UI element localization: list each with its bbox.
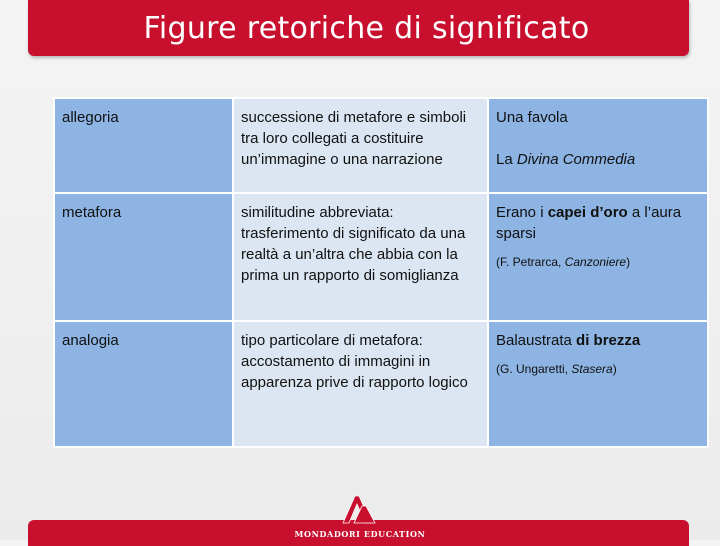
definition-text: tipo particolare di metafora: accostamento di immagini in apparenza prive di rapporto logico <box>241 332 468 391</box>
slide-title: Figure retoriche di significato <box>143 11 590 46</box>
definition-text: successione di metafore e simboli tra loro collegati a costituire un’immagine o una narrazione <box>241 109 467 168</box>
example-cell <box>488 98 708 193</box>
definition-cell <box>233 193 488 321</box>
example-cell <box>488 193 708 321</box>
term-label: metafora <box>62 204 122 221</box>
publisher-logo-icon <box>341 494 377 524</box>
term-cell <box>54 98 233 193</box>
table-row <box>54 193 708 321</box>
table-row <box>54 321 708 447</box>
title-bar <box>28 0 689 56</box>
table-row <box>54 98 708 193</box>
example-text: Balaustrata di brezza <box>496 332 641 349</box>
example-cell <box>488 321 708 447</box>
example-text: Erano i capei d’oro a l’aura sparsi <box>496 204 682 242</box>
citation: (F. Petrarca, Canzoniere) <box>496 255 631 269</box>
term-label: analogia <box>62 332 119 349</box>
publisher-logo-text: MONDADORI EDUCATION <box>294 529 426 539</box>
term-cell <box>54 193 233 321</box>
work-title: Divina Commedia <box>516 151 636 168</box>
definition-text: similitudine abbreviata: trasferimento di significato da una realtà a un’altra che abbia con la prima un rapporto di somiglianza <box>241 204 466 284</box>
figures-table <box>53 97 709 448</box>
example-text: La Divina Commedia <box>496 151 636 168</box>
definition-cell <box>233 321 488 447</box>
citation: (G. Ungaretti, Stasera) <box>496 362 617 376</box>
definition-cell <box>233 98 488 193</box>
highlighted-phrase: di brezza <box>576 332 641 349</box>
highlighted-phrase: capei d’oro <box>547 204 628 221</box>
term-label: allegoria <box>62 109 119 126</box>
term-cell <box>54 321 233 447</box>
example-text: Una favola <box>496 109 568 126</box>
